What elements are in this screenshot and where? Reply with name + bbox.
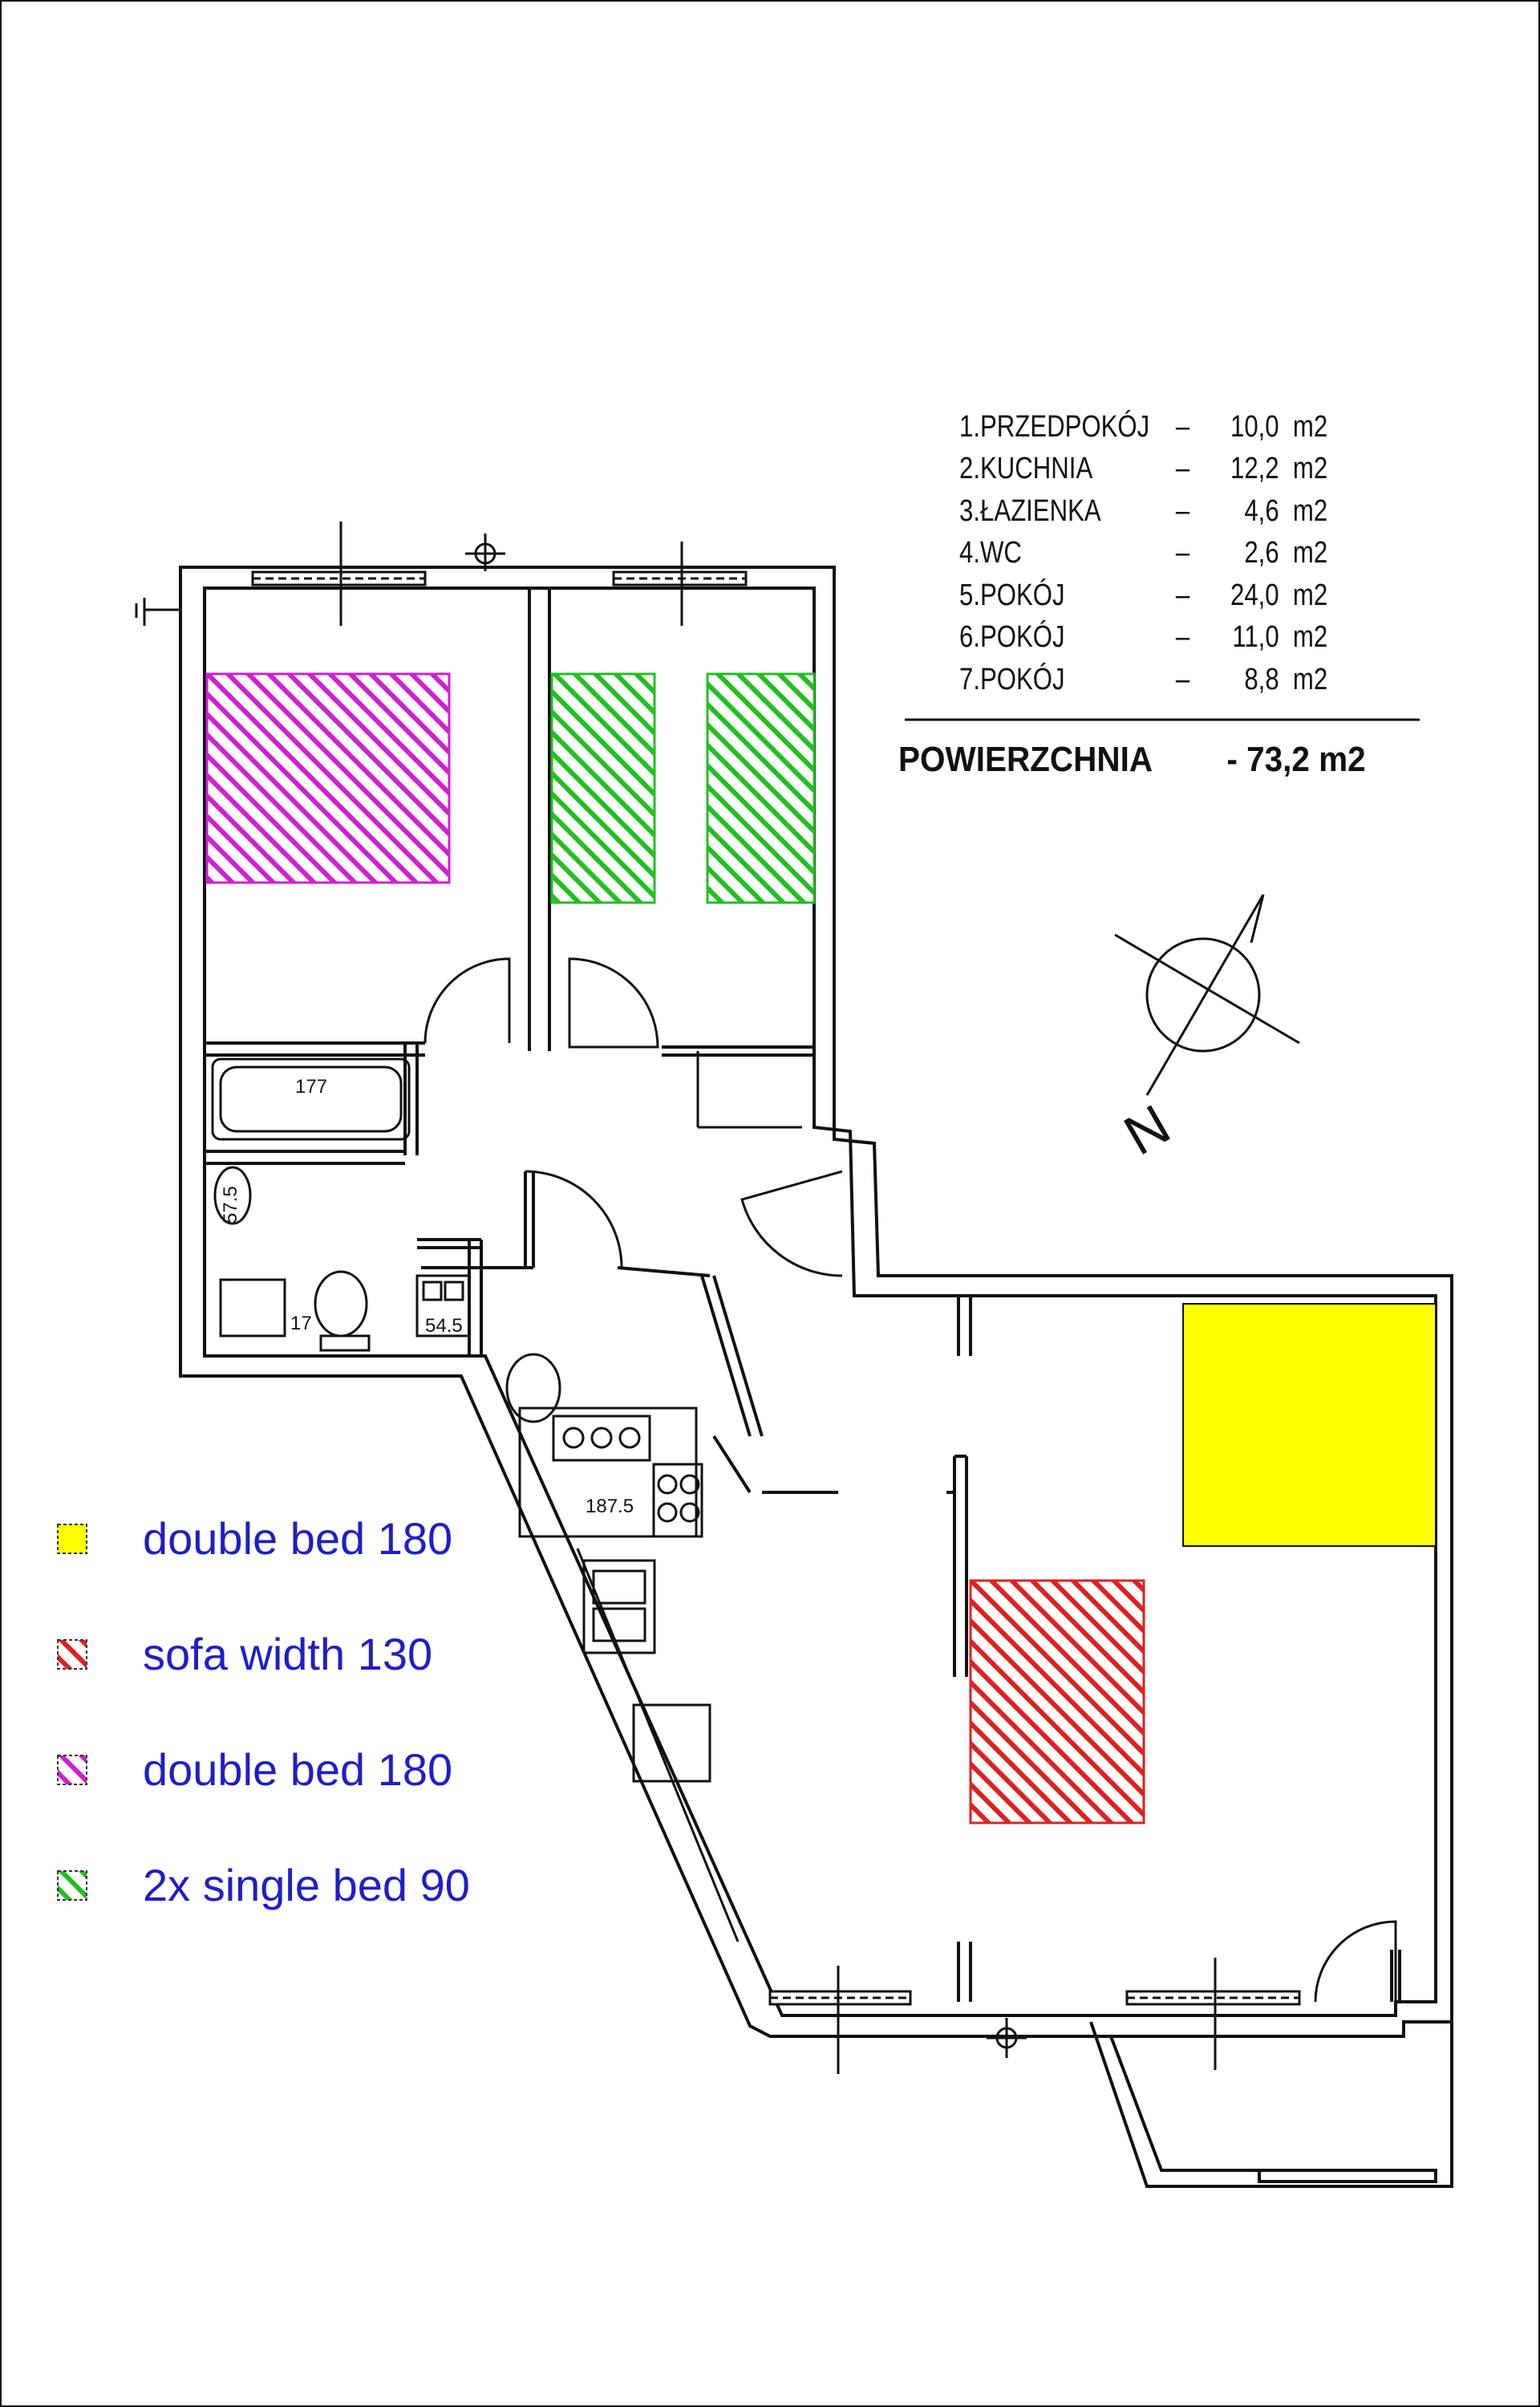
room-row <box>959 574 1327 617</box>
legend-item <box>56 1512 452 1565</box>
legend-swatch <box>56 1869 88 1902</box>
room-name: 3.ŁAZIENKA <box>959 493 1101 528</box>
room-name: 5.POKÓJ <box>959 578 1065 612</box>
room-dash: – <box>1175 578 1190 612</box>
room-area: 24,0 <box>1230 578 1279 612</box>
bathroom-small-dimension: 17 <box>290 1313 312 1334</box>
legend-swatch <box>56 1523 88 1555</box>
legend-swatch <box>56 1754 88 1786</box>
room-unit: m2 <box>1292 452 1328 486</box>
room-row <box>959 406 1327 449</box>
magenta-double-bed <box>207 674 449 883</box>
toilet-wc <box>507 1354 560 1422</box>
room-row <box>959 659 1327 701</box>
room-area-table <box>959 406 1408 701</box>
room-name: 6.POKÓJ <box>959 620 1065 655</box>
room-dash: – <box>1175 662 1190 696</box>
washbasin-dimension: 57.5 <box>220 1186 241 1224</box>
room-dash: – <box>1175 536 1190 570</box>
kitchen-fixtures <box>520 1408 738 1942</box>
legend-swatch <box>56 1638 88 1670</box>
room-unit: m2 <box>1292 536 1328 570</box>
counter-dimension: 187.5 <box>586 1496 634 1517</box>
north-compass <box>1115 895 1299 1095</box>
legend-label: double bed 180 <box>143 1744 453 1795</box>
legend-label: sofa width 130 <box>143 1629 433 1679</box>
bathtub <box>213 1059 409 1139</box>
legend-item <box>56 1743 452 1796</box>
room-row <box>959 449 1327 491</box>
cooktop <box>553 1416 650 1460</box>
room-area: 4,6 <box>1244 493 1279 528</box>
north-label: N <box>1113 1092 1181 1167</box>
room-dash: – <box>1175 620 1190 655</box>
green-single-bed-left <box>552 674 654 903</box>
washing-machine <box>221 1280 285 1336</box>
room-unit: m2 <box>1292 493 1328 528</box>
room-name: 7.POKÓJ <box>959 662 1065 696</box>
legend-label: double bed 180 <box>143 1513 453 1564</box>
kitchen-counter <box>520 1408 696 1536</box>
total-value: - 73,2 m2 <box>1226 740 1366 779</box>
toilet-bathroom <box>315 1272 367 1336</box>
room-row <box>959 617 1327 660</box>
room-dash: – <box>1175 452 1190 486</box>
legend-label: 2x single bed 90 <box>143 1860 470 1910</box>
wc-dimension: 54.5 <box>425 1315 463 1337</box>
room-area: 11,0 <box>1232 620 1279 655</box>
room-unit: m2 <box>1292 409 1328 444</box>
room-row <box>959 490 1327 533</box>
legend-item <box>56 1859 470 1911</box>
total-area <box>898 740 1366 780</box>
room-name: 1.PRZEDPOKÓJ <box>959 409 1150 444</box>
room-area: 2,6 <box>1244 536 1279 570</box>
room-area: 8,8 <box>1244 662 1279 696</box>
room-unit: m2 <box>1292 578 1328 612</box>
green-single-bed-right <box>707 674 814 903</box>
bathroom-fixtures <box>213 1059 560 1422</box>
room-dash: – <box>1175 493 1190 528</box>
bathtub-dimension: 177 <box>295 1076 328 1098</box>
room-dash: – <box>1175 409 1190 444</box>
yellow-double-bed <box>1183 1304 1436 1546</box>
stove <box>654 1464 702 1536</box>
room-unit: m2 <box>1292 662 1328 696</box>
room-name: 4.WC <box>959 536 1022 570</box>
room-area: 10,0 <box>1230 409 1279 444</box>
room-unit: m2 <box>1292 620 1328 655</box>
balcony <box>1091 2022 1452 2186</box>
room-area: 12,2 <box>1230 452 1279 486</box>
legend-item <box>56 1628 432 1680</box>
room-row <box>959 533 1327 575</box>
total-label: POWIERZCHNIA <box>898 740 1153 779</box>
red-sofa <box>971 1581 1144 1823</box>
room-name: 2.KUCHNIA <box>959 452 1093 486</box>
